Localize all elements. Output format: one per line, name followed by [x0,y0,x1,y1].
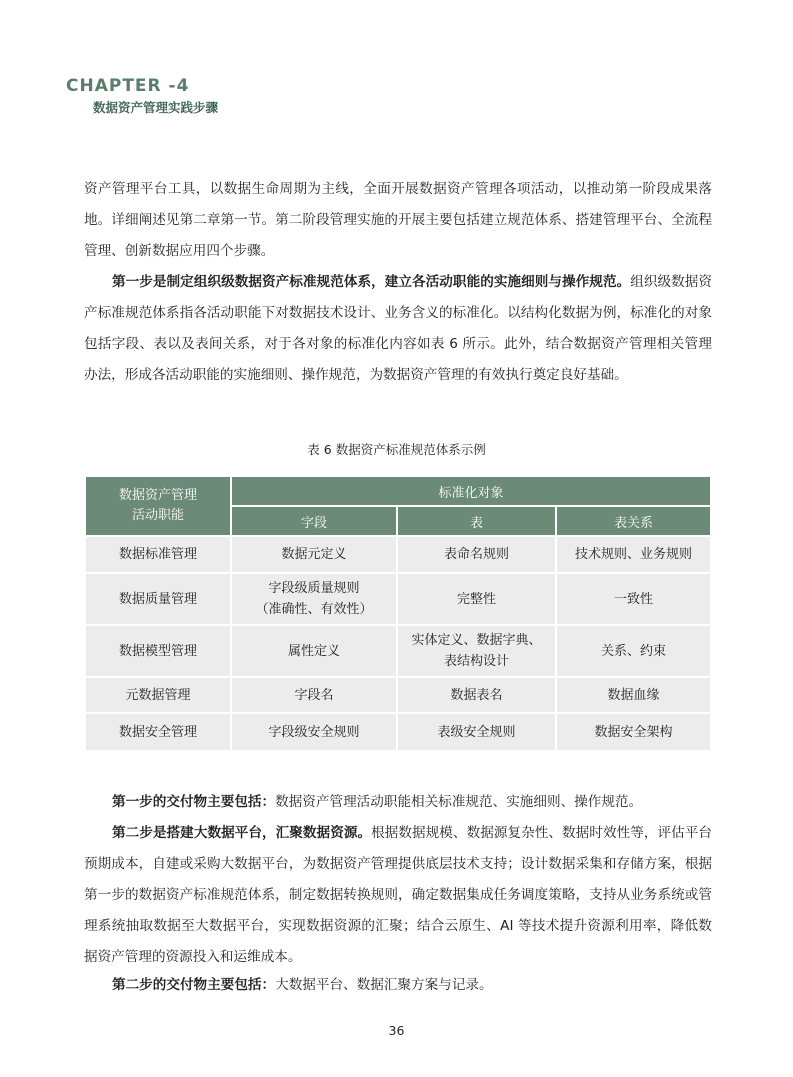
cell-table-line2: 表结构设计 [443,654,509,669]
header-activity-function [85,476,231,536]
header-table: 表 [397,506,556,536]
cell-function: 元数据管理 [85,677,231,713]
paragraph-intro: 资产管理平台工具，以数据生命周期为主线，全面开展数据资产管理各项活动，以推动第一阶段成果落地。详细阐述见第二章第一节。第二阶段管理实施的开展主要包括建立规范体系、搭建管理平台、全流程管理、创新数据应用四个步骤。 [84,181,712,259]
chapter-subtitle: 数据资产管理实践步骤 [93,100,219,115]
paragraph-step2 [84,818,712,973]
standards-table [84,475,712,752]
cell-table-line1: 实体定义、数据字典、 [411,633,542,648]
cell-field [231,573,397,625]
cell-relation: 数据血缘 [556,677,711,713]
table-caption: 表 6 数据资产标准规范体系示例 [307,442,486,457]
header-standard-object: 标准化对象 [231,476,711,506]
header-field: 字段 [231,506,397,536]
header-function-line2: 活动职能 [131,508,184,523]
cell-relation: 数据安全架构 [556,713,711,751]
cell-table [397,625,556,677]
table-row [85,677,711,713]
deliverables2-heading: 第二步的交付物主要包括： [112,977,276,993]
paragraph-step1-deliverables [84,787,712,818]
cell-field: 字段名 [231,677,397,713]
table-row [85,573,711,625]
page-number: 36 [388,1023,405,1038]
paragraph-step1 [84,267,712,391]
chapter-label: CHAPTER -4 [66,76,190,96]
cell-table: 完整性 [397,573,556,625]
deliverables2-body: 大数据平台、数据汇聚方案与记录。 [275,977,493,993]
cell-table: 数据表名 [397,677,556,713]
cell-field: 数据元定义 [231,536,397,573]
header-relation: 表关系 [556,506,711,536]
deliverables1-body: 数据资产管理活动职能相关标准规范、实施细则、操作规范。 [275,794,643,810]
cell-function: 数据模型管理 [85,625,231,677]
cell-field: 属性定义 [231,625,397,677]
cell-table: 表命名规则 [397,536,556,573]
cell-field-line1: 字段级质量规则 [268,581,360,596]
cell-function: 数据安全管理 [85,713,231,751]
header-function-line1: 数据资产管理 [118,488,197,503]
step2-body: 根据数据规模、数据源复杂性、数据时效性等，评估平台预期成本，自建或采购大数据平台，为数据资产管理提供底层技术支持；设计数据采集和存储方案，根据第一步的数据资产标准规范体系，制定数据转换规则，确定数据集成任务调度策略，支持从业务系统或管理系统抽取数据至大数据平台，实现数据资源的汇聚；结合云原生、AI 等技术提升资源利用率，降低数据资产管理的资源投入和运维成本。 [84,825,712,965]
cell-field-line2: （准确性、有效性） [255,602,373,617]
table-row [85,625,711,677]
cell-relation: 技术规则、业务规则 [556,536,711,573]
cell-function: 数据标准管理 [85,536,231,573]
cell-function: 数据质量管理 [85,573,231,625]
cell-table: 表级安全规则 [397,713,556,751]
step1-body: 组织级数据资产标准规范体系指各活动职能下对数据技术设计、业务含义的标准化。以结构化数据为例，标准化的对象包括字段、表以及表间关系，对于各对象的标准化内容如表 6 所示。此外，结合数据资产管理相关管理办法，形成各活动职能的实施细则、操作规范，为数据资产管理的有效执行奠定良好基础。 [84,274,712,383]
deliverables1-heading: 第一步的交付物主要包括： [112,794,276,810]
step2-heading: 第二步是搭建大数据平台，汇聚数据资源。 [112,825,372,841]
table-row [85,536,711,573]
step1-heading: 第一步是制定组织级数据资产标准规范体系，建立各活动职能的实施细则与操作规范。 [112,274,631,290]
cell-relation: 关系、约束 [556,625,711,677]
cell-relation: 一致性 [556,573,711,625]
cell-field: 字段级安全规则 [231,713,397,751]
paragraph-step2-deliverables [84,970,712,1001]
table-row [85,713,711,751]
